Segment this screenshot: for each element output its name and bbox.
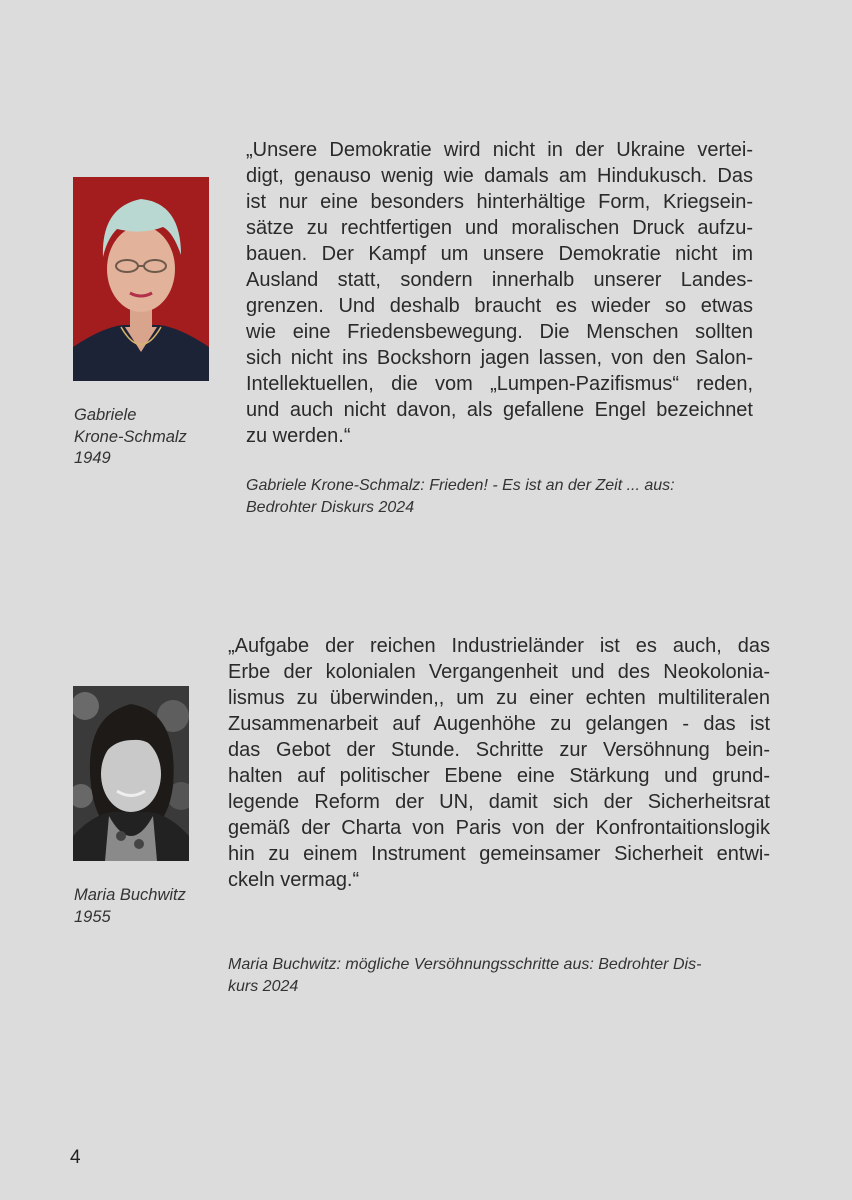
author-last-name: Krone-Schmalz bbox=[74, 427, 187, 446]
quote-line: gemäß der Charta von Paris von der Konfrontaitionslogik bbox=[228, 817, 770, 839]
quote-line: und auch nicht davon, als gefallene Engel bezeichnet bbox=[246, 399, 753, 421]
author-year: 1955 bbox=[74, 907, 111, 926]
quote-line: bauen. Der Kampf um unsere Demokratie nicht im bbox=[246, 243, 753, 265]
quote-line: das Gebot der Stunde. Schritte zur Versöhnung bein- bbox=[228, 739, 770, 761]
quote-line: legende Reform der UN, damit sich der Sicherheitsrat bbox=[228, 791, 770, 813]
quote-line: Intellektuellen, die vom „Lumpen-Pazifismus“ reden, bbox=[246, 373, 753, 395]
author-name: Maria Buchwitz bbox=[74, 886, 186, 904]
quote-2 bbox=[228, 633, 770, 893]
quote-line: zu werden.“ bbox=[246, 425, 351, 447]
portrait-photo-2 bbox=[73, 686, 189, 861]
page-number: 4 bbox=[70, 1147, 81, 1168]
source-line: Gabriele Krone-Schmalz: Frieden! - Es ist an der Zeit ... aus: bbox=[246, 477, 675, 494]
quote-line: wie eine Friedensbewegung. Die Menschen sollten bbox=[246, 321, 753, 343]
source-citation-1 bbox=[246, 475, 675, 518]
quote-line: digt, genauso wenig wie damals am Hindukusch. Das bbox=[246, 165, 753, 187]
quote-1 bbox=[246, 137, 753, 449]
quote-line: sich nicht ins Bockshorn jagen lassen, von den Salon- bbox=[246, 347, 753, 369]
quote-line: Ausland statt, sondern innerhalb unserer Landes- bbox=[246, 269, 753, 291]
portrait-photo-1 bbox=[73, 177, 209, 381]
quote-line: „Aufgabe der reichen Industrieländer ist es auch, das bbox=[228, 635, 770, 657]
source-line: kurs 2024 bbox=[228, 977, 299, 995]
quote-line: Erbe der kolonialen Vergangenheit und des Neokolonia- bbox=[228, 661, 770, 683]
quote-line: ckeln vermag.“ bbox=[228, 869, 360, 891]
author-caption-2 bbox=[74, 885, 186, 928]
author-year: 1949 bbox=[74, 449, 111, 467]
quote-line: Zusammenarbeit auf Augenhöhe zu gelangen - das ist bbox=[228, 713, 770, 735]
source-line: Maria Buchwitz: mögliche Versöhnungsschritte aus: Bedrohter Dis- bbox=[228, 956, 702, 973]
author-first-name: Gabriele bbox=[74, 406, 137, 424]
author-caption-1 bbox=[74, 405, 187, 470]
source-citation-2 bbox=[228, 954, 701, 997]
source-line: Bedrohter Diskurs 2024 bbox=[246, 498, 415, 516]
quote-line: lismus zu überwinden,, um zu einer echten multiliteralen bbox=[228, 687, 770, 709]
quote-line: hin zu einem Instrument gemeinsamer Sicherheit entwi- bbox=[228, 843, 770, 865]
quote-line: „Unsere Demokratie wird nicht in der Ukraine vertei- bbox=[246, 139, 753, 161]
quote-line: ist nur eine besonders hinterhältige Form, Kriegsein- bbox=[246, 191, 753, 213]
quote-line: grenzen. Und deshalb braucht es wieder so etwas bbox=[246, 295, 753, 317]
quote-line: halten auf politischer Ebene eine Stärkung und grund- bbox=[228, 765, 770, 787]
quote-line: sätze zu rechtfertigen und moralischen Druck aufzu- bbox=[246, 217, 753, 239]
